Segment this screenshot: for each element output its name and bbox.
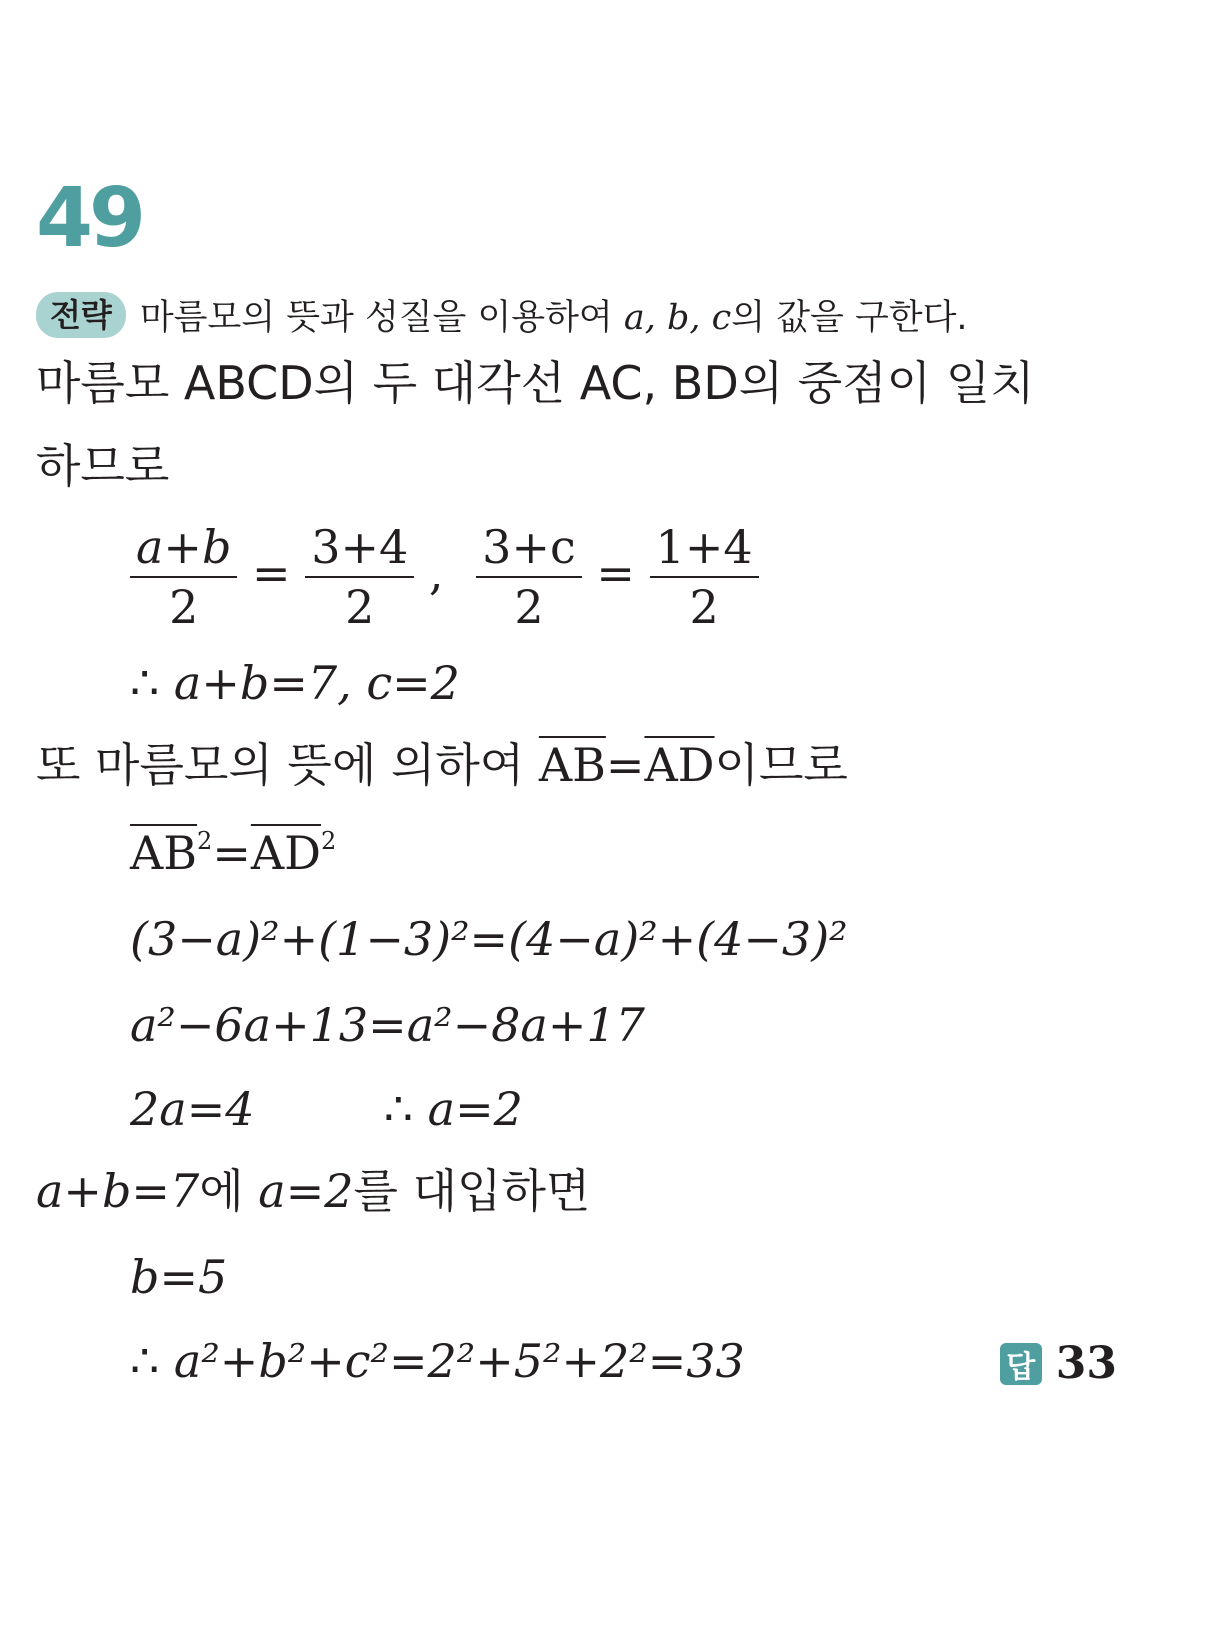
equation-2a: 2a=4 (130, 1082, 255, 1136)
equation-segments-squared (130, 826, 337, 880)
equals-sign: = (596, 546, 635, 600)
strategy-text-post: 의 값을 구한다. (731, 298, 968, 338)
fraction-3-plus-c (476, 520, 582, 634)
line-4-expression-1: a+b=7 (36, 1164, 200, 1218)
result-expression: a+b=7, c=2 (173, 656, 460, 710)
exponent: 2 (197, 827, 213, 855)
equals-sign: = (252, 546, 291, 600)
problem-number: 49 (36, 171, 143, 266)
equation-b-value: b=5 (130, 1250, 228, 1304)
strategy-line (36, 290, 968, 340)
numerator: a+b (130, 524, 237, 578)
answer (1000, 1338, 1117, 1389)
equation-a-value: a=2 (427, 1082, 523, 1136)
denominator: 2 (169, 580, 199, 634)
strategy-vars: a, b, c (623, 298, 732, 338)
equation-solve-a (130, 1082, 523, 1136)
answer-value: 33 (1055, 1338, 1117, 1389)
therefore-symbol: ∴ (383, 1082, 414, 1136)
comma: , (428, 546, 444, 600)
therefore-symbol: ∴ (130, 656, 160, 710)
numerator: 3+4 (305, 524, 414, 578)
fraction-1-plus-4 (650, 520, 759, 634)
exponent: 2 (320, 827, 337, 855)
strategy-text (140, 290, 968, 340)
result-line-1 (130, 656, 460, 710)
numerator-text: 3+c (482, 520, 576, 574)
strategy-text-pre: 마름모의 뜻과 성질을 이용하여 (139, 298, 624, 338)
fraction-3-plus-4 (305, 520, 414, 634)
denominator: 2 (345, 580, 375, 634)
solution-line-4 (36, 1164, 591, 1218)
solution-line-2: 하므로 (36, 439, 170, 493)
equation-distance: (3−a)²+(1−3)²=(4−a)²+(4−3)² (130, 912, 848, 966)
denominator: 2 (689, 580, 719, 634)
therefore-symbol: ∴ (130, 1334, 160, 1388)
line-4-post: 를 대입하면 (353, 1164, 591, 1218)
equals-sign: = (212, 826, 251, 880)
strategy-badge: 전략 (36, 292, 126, 338)
line-3-post: 이므로 (714, 738, 848, 792)
segment-ab: $\overline{AB}$ (130, 826, 198, 880)
fraction-a-plus-b (130, 520, 237, 634)
line-4-expression-2: a=2 (258, 1164, 354, 1218)
line-4-mid: 에 (199, 1164, 259, 1218)
equation-expanded: a²−6a+13=a²−8a+17 (130, 998, 645, 1052)
segment-ab: $\overline{AB}$ (538, 738, 606, 792)
numerator: 1+4 (650, 524, 759, 578)
answer-badge: 답 (1000, 1343, 1042, 1385)
numerator (476, 520, 582, 578)
line-3-pre: 또 마름모의 뜻에 의하여 (36, 738, 539, 792)
segment-ad: $\overline{AD}$ (250, 826, 321, 880)
equals-sign: = (605, 738, 645, 792)
final-result-line (130, 1334, 745, 1388)
solution-line-3 (36, 738, 848, 792)
denominator: 2 (514, 580, 544, 634)
solution-line-1: 마름모 ABCD의 두 대각선 AC, BD의 중점이 일치 (36, 356, 1035, 410)
final-expression: a²+b²+c²=2²+5²+2²=33 (173, 1334, 745, 1388)
segment-ad: $\overline{AD}$ (644, 738, 715, 792)
fraction-equations (130, 520, 759, 634)
